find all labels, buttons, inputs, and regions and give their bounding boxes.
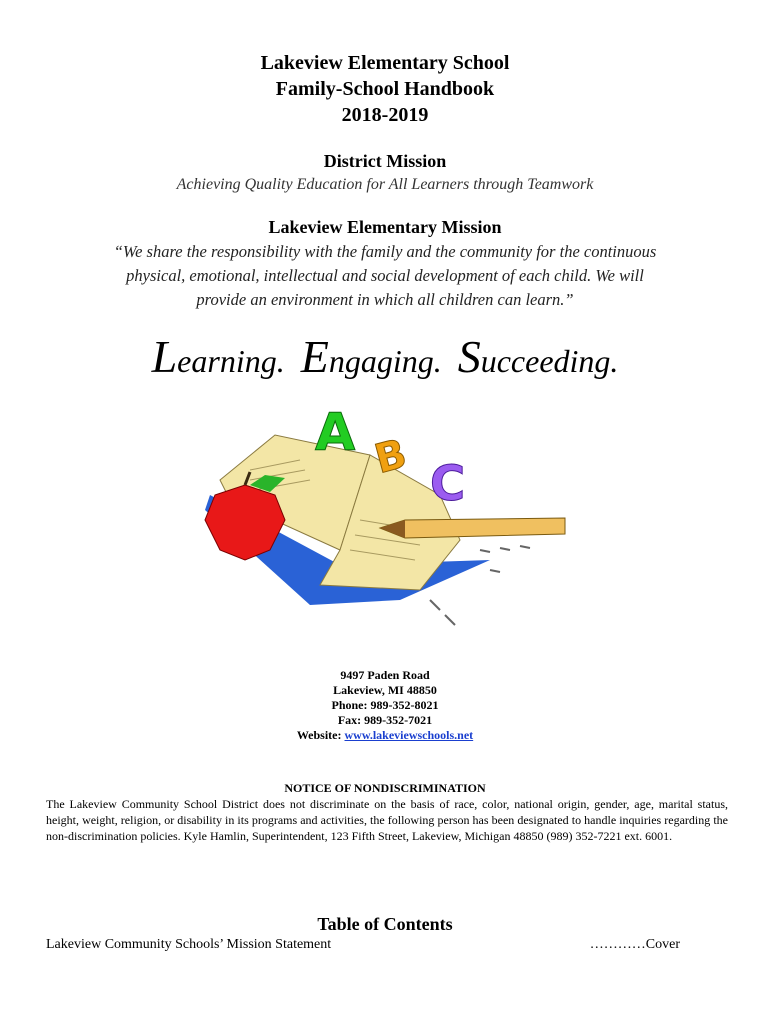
document-title bbox=[0, 50, 770, 128]
address-city: Lakeview, MI 48850 bbox=[333, 683, 437, 697]
notice-title: NOTICE OF NONDISCRIMINATION bbox=[284, 781, 486, 795]
toc-title: Table of Contents bbox=[317, 914, 453, 934]
school-name: Lakeview Elementary School bbox=[260, 52, 510, 74]
school-mission-heading: Lakeview Elementary Mission bbox=[268, 217, 502, 237]
district-mission-heading: District Mission bbox=[323, 151, 447, 171]
website-label: Website: bbox=[296, 728, 342, 742]
slogan-word-succeeding: ucceeding. bbox=[480, 343, 619, 379]
address-fax: Fax: 989-352-7021 bbox=[337, 713, 433, 727]
address-street: 9497 Paden Road bbox=[340, 668, 430, 682]
slogan-initial-s: S bbox=[457, 331, 481, 382]
slogan bbox=[0, 330, 770, 383]
slogan-initial-l: L bbox=[151, 331, 178, 382]
slogan-word-learning: earning. bbox=[177, 343, 285, 379]
school-address-block bbox=[0, 668, 770, 743]
school-year: 2018-2019 bbox=[341, 104, 429, 126]
address-website-line bbox=[0, 728, 770, 743]
letter-a: A bbox=[315, 403, 356, 463]
district-mission-text: Achieving Quality Education for All Learners through Teamwork bbox=[176, 176, 594, 193]
slogan-word-engaging: ngaging. bbox=[328, 343, 442, 379]
abc-book-clipart bbox=[190, 400, 590, 650]
slogan-initial-e: E bbox=[300, 331, 329, 382]
toc-entry-page: …………Cover bbox=[589, 937, 680, 952]
school-mission-text: “We share the responsibility with the family and the community for the continuous physical, emotional, intellectual and social development of each child. We will provide an environment in which all children can learn.” bbox=[113, 242, 657, 309]
handbook-title: Family-School Handbook bbox=[275, 78, 495, 100]
website-link[interactable]: www.lakeviewschools.net bbox=[344, 728, 474, 742]
toc-entry-label: Lakeview Community Schools’ Mission Statement bbox=[46, 937, 332, 952]
pencil-shape bbox=[380, 518, 565, 538]
notice-body: The Lakeview Community School District does not discriminate on the basis of race, color, national origin, gender, age, marital status, height, weight, religion, or disability in its programs and activities, the following person has been designated to handle inquiries regarding the non-discrimination policies. Kyle Hamlin, Superintendent, 123 Fifth Street, Lakeview, Michigan 48850 (989) 352-7221 ext. 6001. bbox=[46, 797, 728, 843]
toc-entry[interactable] bbox=[46, 937, 680, 953]
letter-c: C bbox=[430, 456, 466, 512]
letter-b: B bbox=[370, 430, 412, 484]
address-phone: Phone: 989-352-8021 bbox=[331, 698, 439, 712]
